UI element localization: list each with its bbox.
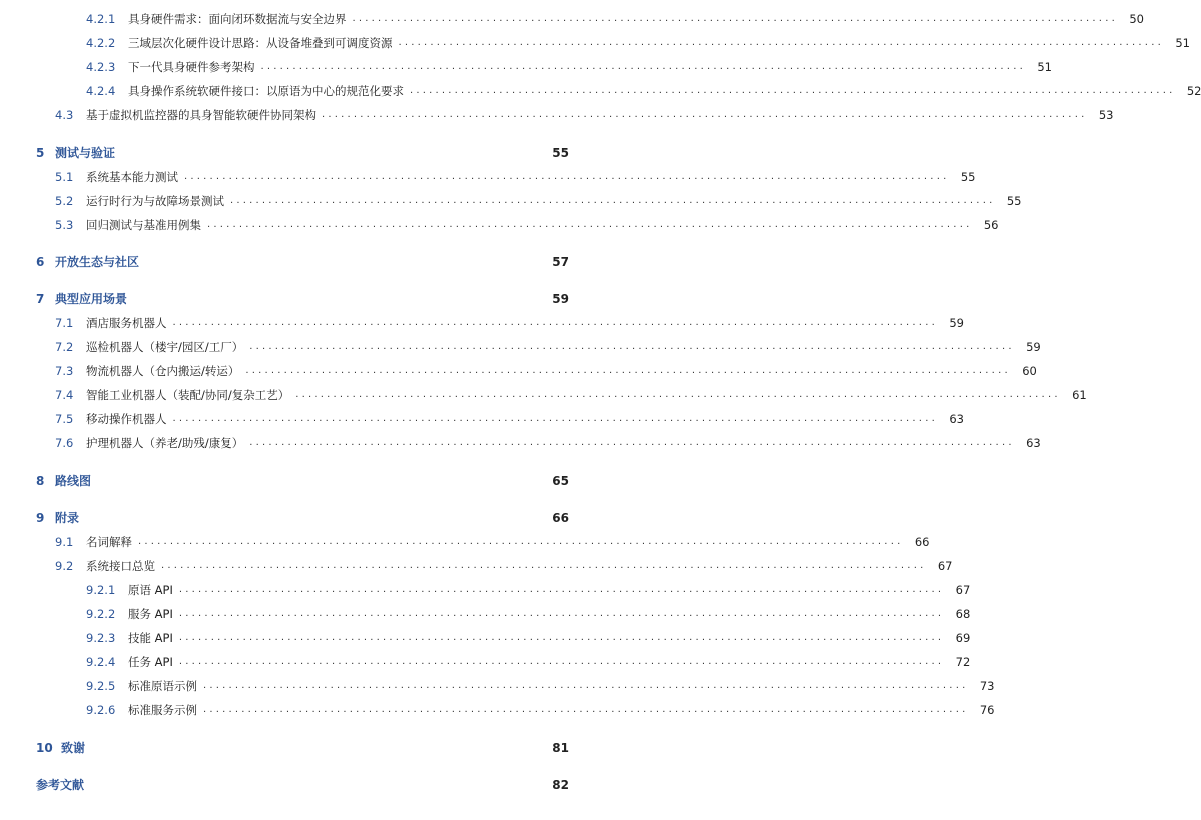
toc-entry-number: 7.4 bbox=[55, 388, 74, 402]
toc-entry-number: 7.2 bbox=[55, 340, 74, 354]
toc-section-entry[interactable] bbox=[55, 313, 964, 333]
toc-entry-number: 5 bbox=[36, 146, 45, 160]
toc-entry-number: 7 bbox=[36, 292, 45, 306]
toc-entry-number: 8 bbox=[36, 474, 45, 488]
toc-entry-page: 51 bbox=[1175, 36, 1190, 50]
toc-section-entry[interactable] bbox=[86, 676, 995, 696]
toc-section-entry[interactable] bbox=[55, 532, 930, 552]
toc-entry-page: 66 bbox=[914, 535, 930, 549]
toc-leader-dots: ........................................................................................................................ bbox=[172, 317, 938, 328]
toc-section-entry[interactable] bbox=[55, 167, 976, 187]
toc-entry-number: 7.1 bbox=[55, 316, 74, 330]
toc-entry-title: 巡检机器人（楼宇/园区/工厂） bbox=[86, 340, 244, 354]
toc-entry-title: 名词解释 bbox=[86, 535, 132, 549]
toc-entry-number: 9.2.6 bbox=[86, 703, 116, 717]
toc-entry-number: 10 bbox=[36, 741, 53, 755]
toc-chapter-entry[interactable] bbox=[36, 508, 569, 528]
toc-section-entry[interactable] bbox=[86, 9, 1144, 29]
toc-chapter-entry[interactable] bbox=[36, 143, 569, 163]
toc-entry-number: 9.2.1 bbox=[86, 583, 116, 597]
toc-entry-page: 72 bbox=[955, 655, 971, 669]
toc-leader-dots: ........................................................................................................................ bbox=[172, 413, 938, 424]
toc-entry-title: 路线图 bbox=[55, 474, 92, 488]
toc-section-entry[interactable] bbox=[55, 556, 953, 576]
toc-entry-number: 9.1 bbox=[55, 535, 74, 549]
toc-leader-dots: ........................................................................................................................ bbox=[178, 584, 945, 595]
toc-leader-dots: ........................................................................................................................ bbox=[203, 680, 969, 691]
toc-entry-page: 55 bbox=[960, 170, 976, 184]
toc-leader-dots: ........................................................................................................................ bbox=[230, 195, 996, 206]
toc-entry-title: 下一代具身硬件参考架构 bbox=[128, 60, 255, 74]
toc-entry-page: 60 bbox=[1022, 364, 1037, 378]
toc-entry-title: 服务 API bbox=[128, 607, 173, 621]
toc-entry-number: 7.5 bbox=[55, 412, 74, 426]
toc-section-entry[interactable] bbox=[55, 433, 1041, 453]
toc-section-entry[interactable] bbox=[55, 191, 1022, 211]
toc-entry-title: 任务 API bbox=[128, 655, 173, 669]
toc-entry-page: 59 bbox=[552, 292, 569, 306]
toc-entry-number: 9.2.5 bbox=[86, 679, 116, 693]
toc-entry-page: 53 bbox=[1098, 108, 1114, 122]
toc-entry-number: 5.3 bbox=[55, 218, 74, 232]
toc-entry-page: 52 bbox=[1186, 84, 1201, 98]
toc-entry-title: 技能 API bbox=[128, 631, 173, 645]
toc-entry-page: 59 bbox=[949, 316, 964, 330]
toc-entry-page: 59 bbox=[1026, 340, 1041, 354]
toc-entry-title: 基于虚拟机监控器的具身智能软硬件协同架构 bbox=[86, 108, 316, 122]
toc-entry-page: 67 bbox=[955, 583, 971, 597]
toc-section-entry[interactable] bbox=[55, 409, 964, 429]
toc-entry-page: 73 bbox=[979, 679, 995, 693]
toc-section-entry[interactable] bbox=[86, 580, 971, 600]
toc-chapter-entry[interactable] bbox=[36, 289, 569, 309]
toc-entry-number: 4.2.2 bbox=[86, 36, 116, 50]
toc-section-entry[interactable] bbox=[86, 81, 1201, 101]
toc-section-entry[interactable] bbox=[86, 652, 971, 672]
toc-entry-title: 参考文献 bbox=[36, 778, 85, 792]
toc-entry-number: 4.2.4 bbox=[86, 84, 116, 98]
toc-section-entry[interactable] bbox=[55, 337, 1041, 357]
toc-section-entry[interactable] bbox=[86, 604, 971, 624]
toc-entry-page: 51 bbox=[1037, 60, 1052, 74]
toc-entry-title: 运行时行为与故障场景测试 bbox=[86, 194, 224, 208]
toc-entry-number: 4.3 bbox=[55, 108, 74, 122]
toc-section-entry[interactable] bbox=[55, 105, 1114, 125]
toc-entry-number: 4.2.3 bbox=[86, 60, 116, 74]
toc-entry-title: 三域层次化硬件设计思路：从设备堆叠到可调度资源 bbox=[128, 36, 393, 50]
toc-entry-page: 57 bbox=[552, 255, 569, 269]
toc-chapter-entry[interactable] bbox=[36, 471, 569, 491]
toc-chapter-entry[interactable] bbox=[36, 738, 569, 758]
toc-section-entry[interactable] bbox=[55, 361, 1037, 381]
toc-leader-dots: ........................................................................................................................ bbox=[410, 85, 1176, 96]
toc-entry-title: 开放生态与社区 bbox=[55, 255, 140, 269]
toc-chapter-entry[interactable] bbox=[36, 252, 569, 272]
toc-leader-dots: ........................................................................................................................ bbox=[178, 632, 945, 643]
toc-leader-dots: ........................................................................................................................ bbox=[352, 13, 1118, 24]
toc-entry-title: 典型应用场景 bbox=[55, 292, 128, 306]
toc-leader-dots: ........................................................................................................................ bbox=[245, 365, 1011, 376]
toc-leader-dots: ........................................................................................................................ bbox=[260, 61, 1026, 72]
toc-leader-dots: ........................................................................................................................ bbox=[249, 341, 1015, 352]
toc-leader-dots: ........................................................................................................................ bbox=[207, 219, 973, 230]
toc-leader-dots: ........................................................................................................................ bbox=[178, 608, 945, 619]
toc-entry-title: 具身操作系统软硬件接口：以原语为中心的规范化要求 bbox=[128, 84, 404, 98]
toc-entry-page: 69 bbox=[955, 631, 971, 645]
toc-entry-title: 原语 API bbox=[128, 583, 173, 597]
toc-entry-title: 智能工业机器人（装配/协同/复杂工艺） bbox=[86, 388, 290, 402]
toc-entry-page: 55 bbox=[1006, 194, 1022, 208]
toc-leader-dots: ........................................................................................................................ bbox=[138, 536, 904, 547]
toc-entry-number: 9.2.2 bbox=[86, 607, 116, 621]
toc-section-entry[interactable] bbox=[86, 33, 1190, 53]
toc-entry-number: 9.2 bbox=[55, 559, 74, 573]
toc-entry-page: 65 bbox=[552, 474, 569, 488]
toc-entry-title: 标准服务示例 bbox=[128, 703, 197, 717]
toc-leader-dots: ........................................................................................................................ bbox=[203, 704, 969, 715]
toc-leader-dots: ........................................................................................................................ bbox=[178, 656, 945, 667]
toc-entry-number: 7.6 bbox=[55, 436, 74, 450]
toc-entry-page: 63 bbox=[1026, 436, 1041, 450]
toc-entry-title: 酒店服务机器人 bbox=[86, 316, 167, 330]
toc-entry-title: 致谢 bbox=[61, 741, 86, 755]
toc-entry-page: 67 bbox=[937, 559, 953, 573]
toc-section-entry[interactable] bbox=[86, 700, 995, 720]
toc-entry-title: 具身硬件需求：面向闭环数据流与安全边界 bbox=[128, 12, 347, 26]
toc-entry-page: 68 bbox=[955, 607, 971, 621]
toc-entry-title: 回归测试与基准用例集 bbox=[86, 218, 201, 232]
toc-entry-page: 61 bbox=[1072, 388, 1087, 402]
toc-entry-title: 系统接口总览 bbox=[86, 559, 155, 573]
toc-leader-dots: ........................................................................................................................ bbox=[322, 109, 1088, 120]
toc-entry-title: 测试与验证 bbox=[55, 146, 116, 160]
toc-entry-title: 物流机器人（仓内搬运/转运） bbox=[86, 364, 240, 378]
toc-entry-number: 5.1 bbox=[55, 170, 74, 184]
toc-entry-number: 9 bbox=[36, 511, 45, 525]
toc-entry-title: 附录 bbox=[55, 511, 80, 525]
toc-section-entry[interactable] bbox=[55, 385, 1087, 405]
toc-entry-page: 82 bbox=[552, 778, 569, 792]
toc-entry-number: 4.2.1 bbox=[86, 12, 116, 26]
toc-entry-title: 标准原语示例 bbox=[128, 679, 197, 693]
toc-entry-page: 50 bbox=[1129, 12, 1144, 26]
toc-entry-title: 护理机器人（养老/助残/康复） bbox=[86, 436, 244, 450]
toc-entry-title: 移动操作机器人 bbox=[86, 412, 167, 426]
toc-leader-dots: ........................................................................................................................ bbox=[184, 171, 950, 182]
toc-leader-dots: ........................................................................................................................ bbox=[161, 560, 927, 571]
toc-entry-number: 6 bbox=[36, 255, 45, 269]
toc-entry-number: 5.2 bbox=[55, 194, 74, 208]
toc-entry-page: 56 bbox=[983, 218, 999, 232]
toc-leader-dots: ........................................................................................................................ bbox=[398, 37, 1164, 48]
toc-entry-page: 76 bbox=[979, 703, 995, 717]
toc-entry-number: 9.2.4 bbox=[86, 655, 116, 669]
toc-entry-number: 7.3 bbox=[55, 364, 74, 378]
toc-leader-dots: ........................................................................................................................ bbox=[249, 437, 1015, 448]
toc-entry-page: 66 bbox=[552, 511, 569, 525]
toc-entry-page: 55 bbox=[552, 146, 569, 160]
toc-section-entry[interactable] bbox=[86, 628, 971, 648]
toc-section-entry[interactable] bbox=[86, 57, 1052, 77]
toc-entry-number: 9.2.3 bbox=[86, 631, 116, 645]
toc-entry-page: 81 bbox=[552, 741, 569, 755]
toc-section-entry[interactable] bbox=[55, 215, 999, 235]
toc-entry-page: 63 bbox=[949, 412, 964, 426]
toc-chapter-entry[interactable] bbox=[36, 775, 569, 795]
toc-entry-title: 系统基本能力测试 bbox=[86, 170, 178, 184]
toc-leader-dots: ........................................................................................................................ bbox=[295, 389, 1061, 400]
